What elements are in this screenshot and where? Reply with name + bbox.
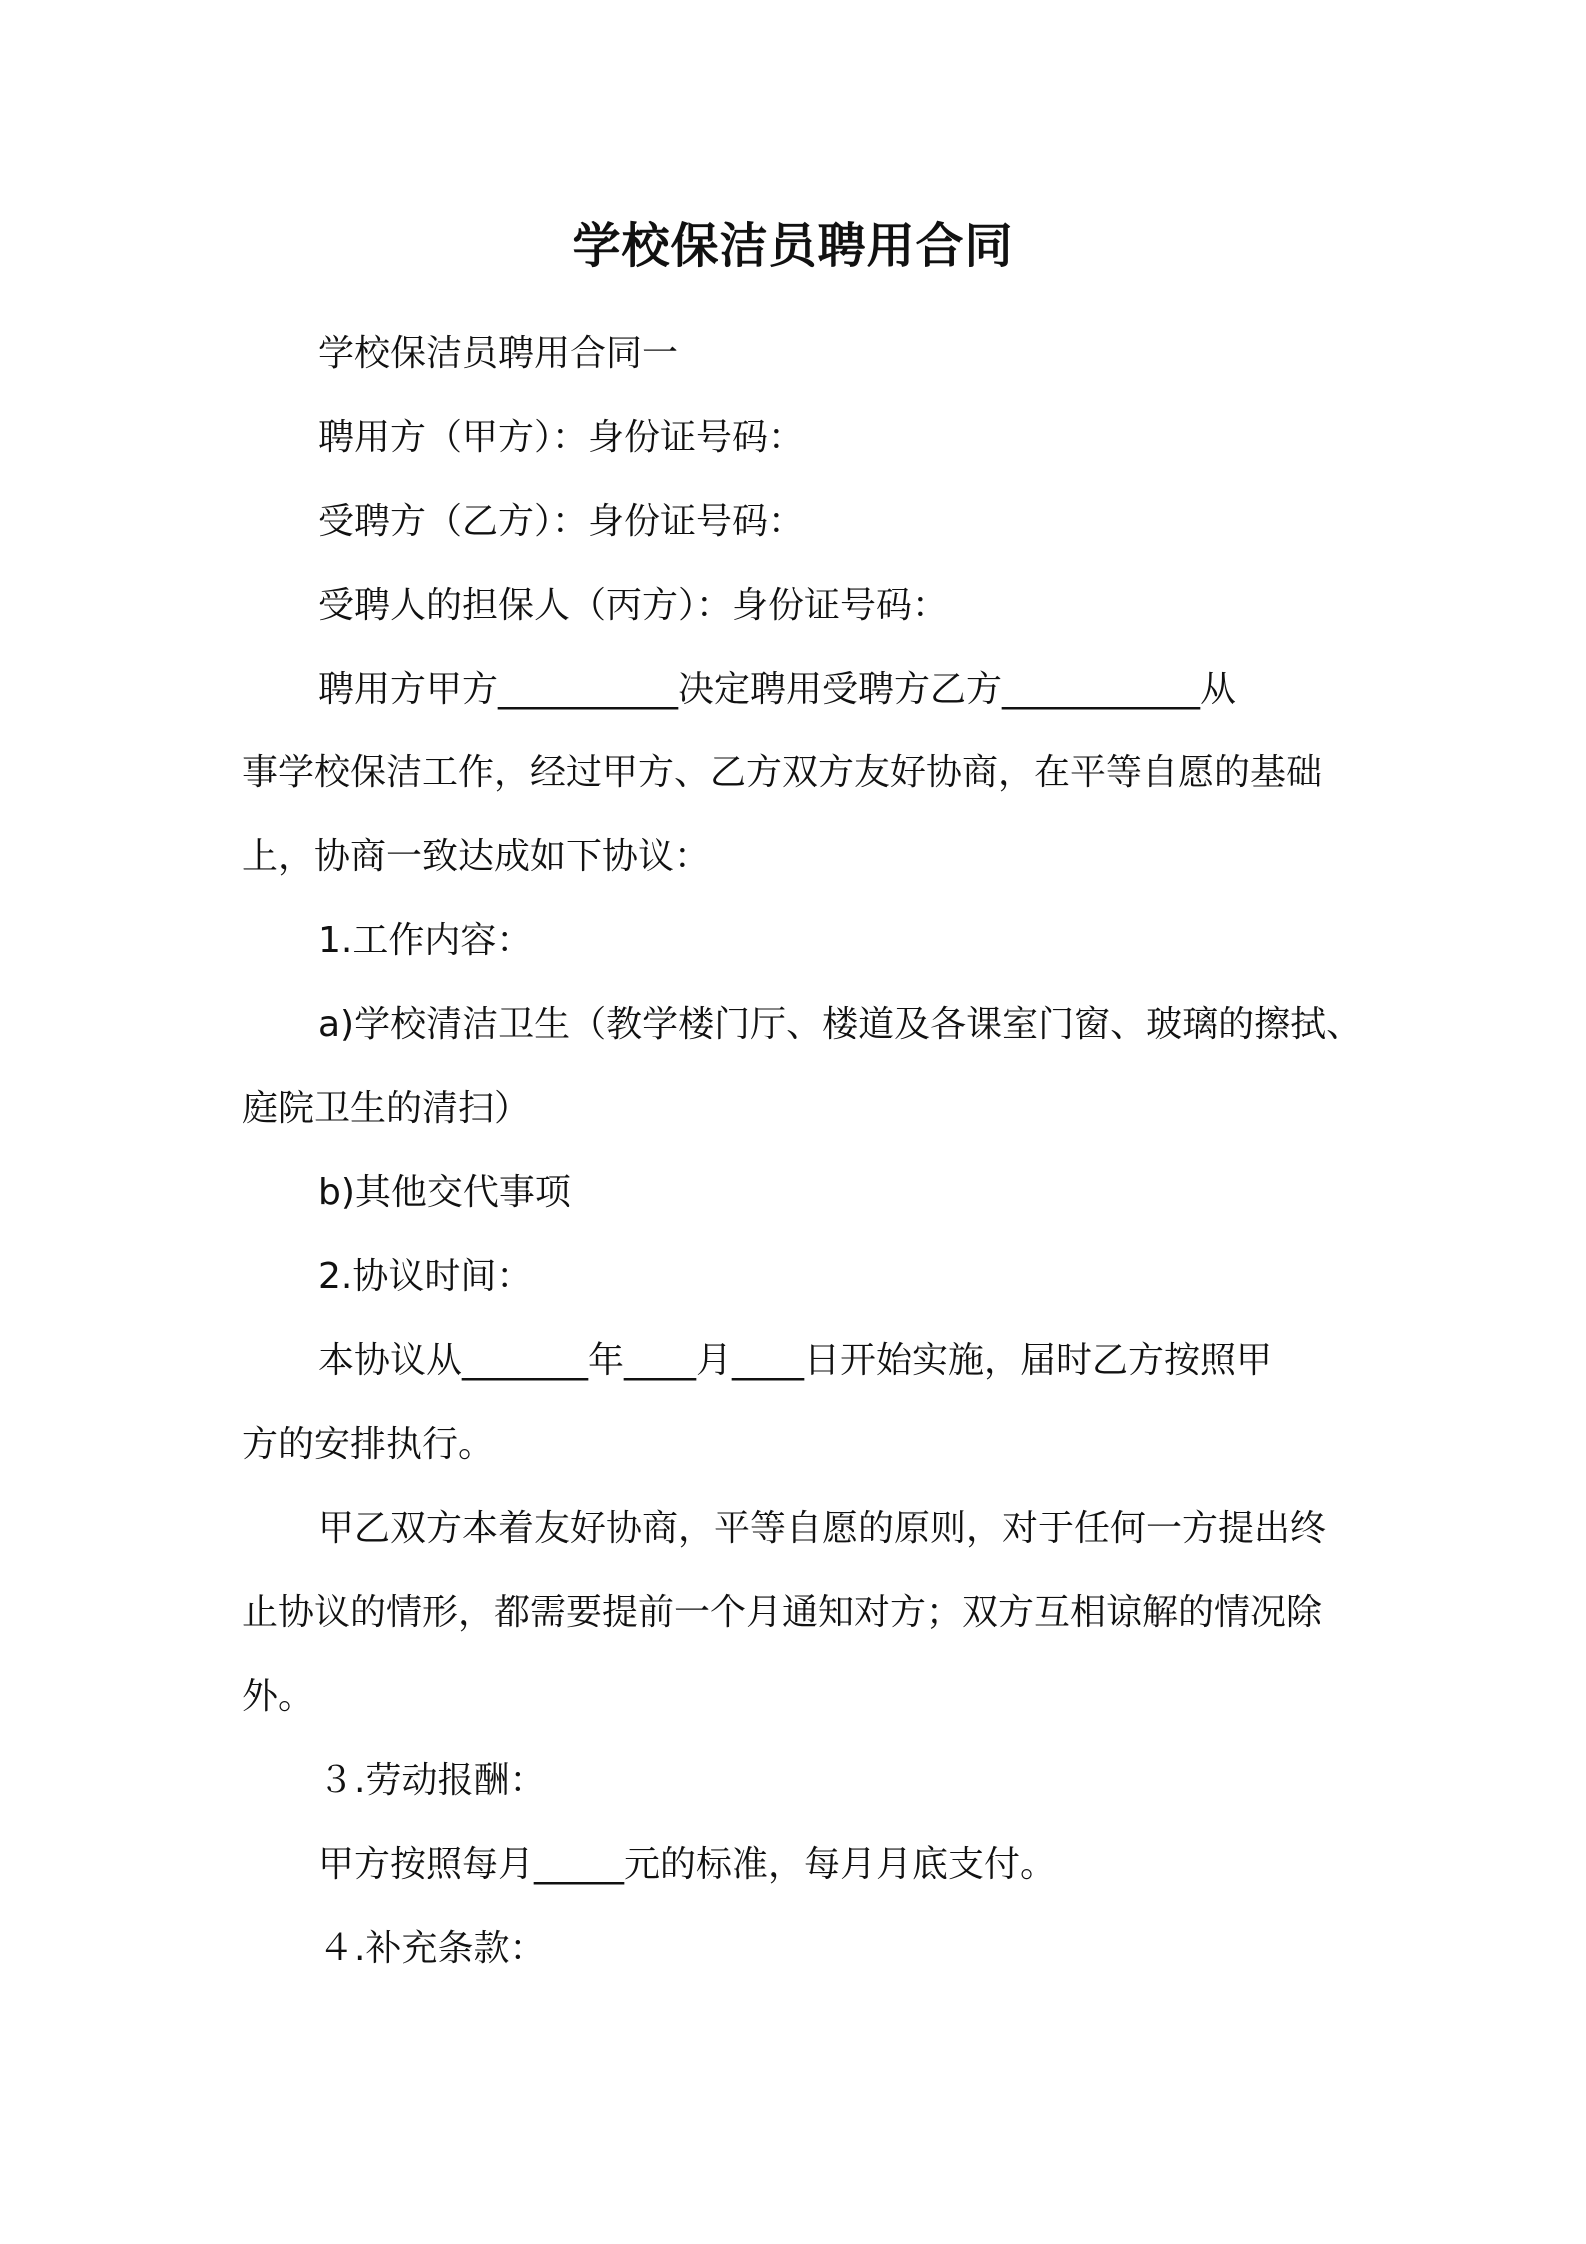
guarantor-line: 受聘人的担保人（丙方）：身份证号码： bbox=[318, 585, 949, 626]
paragraph-line: 甲乙双方本着友好协商，平等自愿的原则，对于任何一方提出终 bbox=[318, 1508, 1327, 1549]
section-heading: ４.补充条款： bbox=[318, 1928, 546, 1969]
contract-subtitle: 学校保洁员聘用合同一 bbox=[318, 333, 679, 374]
paragraph-line: 止协议的情形，都需要提前一个月通知对方；双方互相谅解的情况除 bbox=[242, 1592, 1323, 1633]
section-heading: ３.劳动报酬： bbox=[318, 1760, 546, 1801]
party-a-line: 聘用方（甲方）：身份证号码： bbox=[318, 417, 805, 458]
paragraph-line: 本协议从_______年____月____日开始实施，届时乙方按照甲 bbox=[318, 1340, 1273, 1381]
party-b-line: 受聘方（乙方）：身份证号码： bbox=[318, 501, 805, 542]
section-heading: 2.协议时间： bbox=[318, 1256, 533, 1297]
paragraph-line: 事学校保洁工作，经过甲方、乙方双方友好协商，在平等自愿的基础 bbox=[242, 752, 1323, 793]
paragraph-line: 甲方按照每月_____元的标准，每月月底支付。 bbox=[318, 1844, 1057, 1885]
section-heading: 1.工作内容： bbox=[318, 920, 533, 961]
paragraph-line: 聘用方甲方__________决定聘用受聘方乙方___________从 bbox=[318, 669, 1237, 710]
list-item: b)其他交代事项 bbox=[318, 1172, 571, 1213]
document-title: 学校保洁员聘用合同 bbox=[572, 218, 1014, 274]
paragraph-line: 外。 bbox=[242, 1676, 315, 1717]
list-item-continuation: 庭院卫生的清扫） bbox=[242, 1088, 531, 1129]
paragraph-line: 上，协商一致达成如下协议： bbox=[242, 836, 711, 877]
list-item: a)学校清洁卫生（教学楼门厅、楼道及各课室门窗、玻璃的擦拭、 bbox=[318, 1004, 1363, 1045]
paragraph-line: 方的安排执行。 bbox=[242, 1424, 495, 1465]
